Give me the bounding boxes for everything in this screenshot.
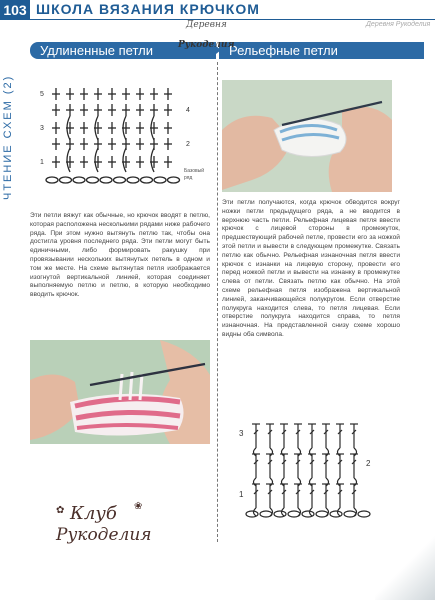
chain-stitch	[302, 511, 314, 517]
base-row-note-1: Базовый	[184, 168, 205, 174]
section-title-right: Рельефные петли	[219, 42, 424, 59]
logo-line-2: Рукоделия	[56, 525, 152, 545]
chain-stitch	[114, 177, 126, 183]
relief-stitch-chart	[236, 404, 396, 520]
elongated-stitch-photo	[30, 340, 210, 444]
relief-photo-illustration	[222, 80, 392, 192]
elongated-stitch-chart	[34, 78, 209, 208]
page-header	[0, 0, 435, 20]
page-curl	[375, 530, 435, 600]
watermark-top: Деревня	[186, 20, 227, 30]
elongated-stitch-diagram	[34, 78, 209, 208]
chain-stitch	[73, 177, 85, 183]
elongated-photo-illustration	[30, 340, 210, 444]
row-label-4: 4	[186, 107, 190, 114]
relief-stitch-description: Эти петли получаются, когда крючок обводится вокруг ножки петли предыдущего ряда, а не вводится в верхнюю часть петли. Рельефная лицевая петля ввести крючок с лицевой стороны в промежуток, предшествующий рабочей петле, провести его за ножкой этой петли и вывести в следующем промежутке. Связать петлю как обычно. Рельефная изнаночная петля ввести крючок с изнанки на лицевую сторону, провести его перед ножкой петли и вывести на изнанку в промежутке слева от петли. Связать петлю как обычно. На этой схеме рельефная петля изображена вертикальной линией, заканчивающейся полукругом. Если отверстие полукруга находится слева, то петля лицевая. Если отверстие полукруга находится справа, то петля изнаночная. На представленной снизу схеме хорошо видны оба символа.	[222, 199, 400, 338]
chain-stitch	[127, 177, 139, 183]
side-label	[2, 50, 16, 200]
chain-stitch	[141, 177, 153, 183]
column-divider	[217, 62, 218, 542]
butterfly-icon: ❀	[134, 501, 143, 512]
club-logo	[48, 495, 158, 555]
journal-title: ШКОЛА ВЯЗАНИЯ КРЮЧКОМ	[36, 1, 260, 17]
row-label-3: 3	[40, 125, 44, 132]
elongated-stitch-description: Эти петли вяжут как обычные, но крючок вводят в петлю, которая расположена несколькими рядами ниже рабочего ряда. При этом нужно вытянуть петлю так, чтобы она достигла уровня последнего ряда. Эти петли могут быть единичными, либо формировать ракушку при провязывании нескольких вытянутых петель в одном и том же месте. На схеме вытянутая петля изображается изогнутой вертикальной линией, которая соединяет выполняемую петлю и петлю, в которую необходимо вводить крючок.	[30, 212, 210, 299]
chain-stitch	[260, 511, 272, 517]
row-label-5: 5	[40, 91, 44, 98]
page-number: 103	[0, 0, 30, 20]
butterfly-icon: ✿	[56, 505, 65, 516]
chain-stitch	[154, 177, 166, 183]
chain-stitch	[60, 177, 72, 183]
chain-stitch	[288, 511, 300, 517]
section-title-left: Удлиненные петли	[30, 42, 216, 59]
row-label-1: 1	[239, 490, 244, 499]
watermark-mid: Рукоделия	[178, 40, 235, 50]
chain-stitch	[330, 511, 342, 517]
chain-stitch	[46, 177, 58, 183]
row-label-2: 2	[186, 141, 190, 148]
base-row-note-2: ряд	[184, 175, 193, 181]
chain-stitch	[316, 511, 328, 517]
relief-stitch-photo	[222, 80, 392, 192]
row-label-1: 1	[40, 159, 44, 166]
header-rule	[30, 19, 435, 20]
logo-line-1: Клуб	[70, 503, 117, 524]
chain-stitch	[100, 177, 112, 183]
chain-stitch	[344, 511, 356, 517]
chain-stitch	[274, 511, 286, 517]
chain-stitch	[246, 511, 258, 517]
chain-stitch	[168, 177, 180, 183]
row-label-3: 3	[239, 429, 244, 438]
relief-stitch-diagram	[236, 404, 396, 520]
chain-stitch	[358, 511, 370, 517]
row-label-2: 2	[366, 459, 371, 468]
watermark-top-right: Деревня Рукоделия	[366, 21, 431, 28]
chain-stitch	[87, 177, 99, 183]
side-label-text: ЧТЕНИЕ СХЕМ (2)	[2, 74, 14, 200]
